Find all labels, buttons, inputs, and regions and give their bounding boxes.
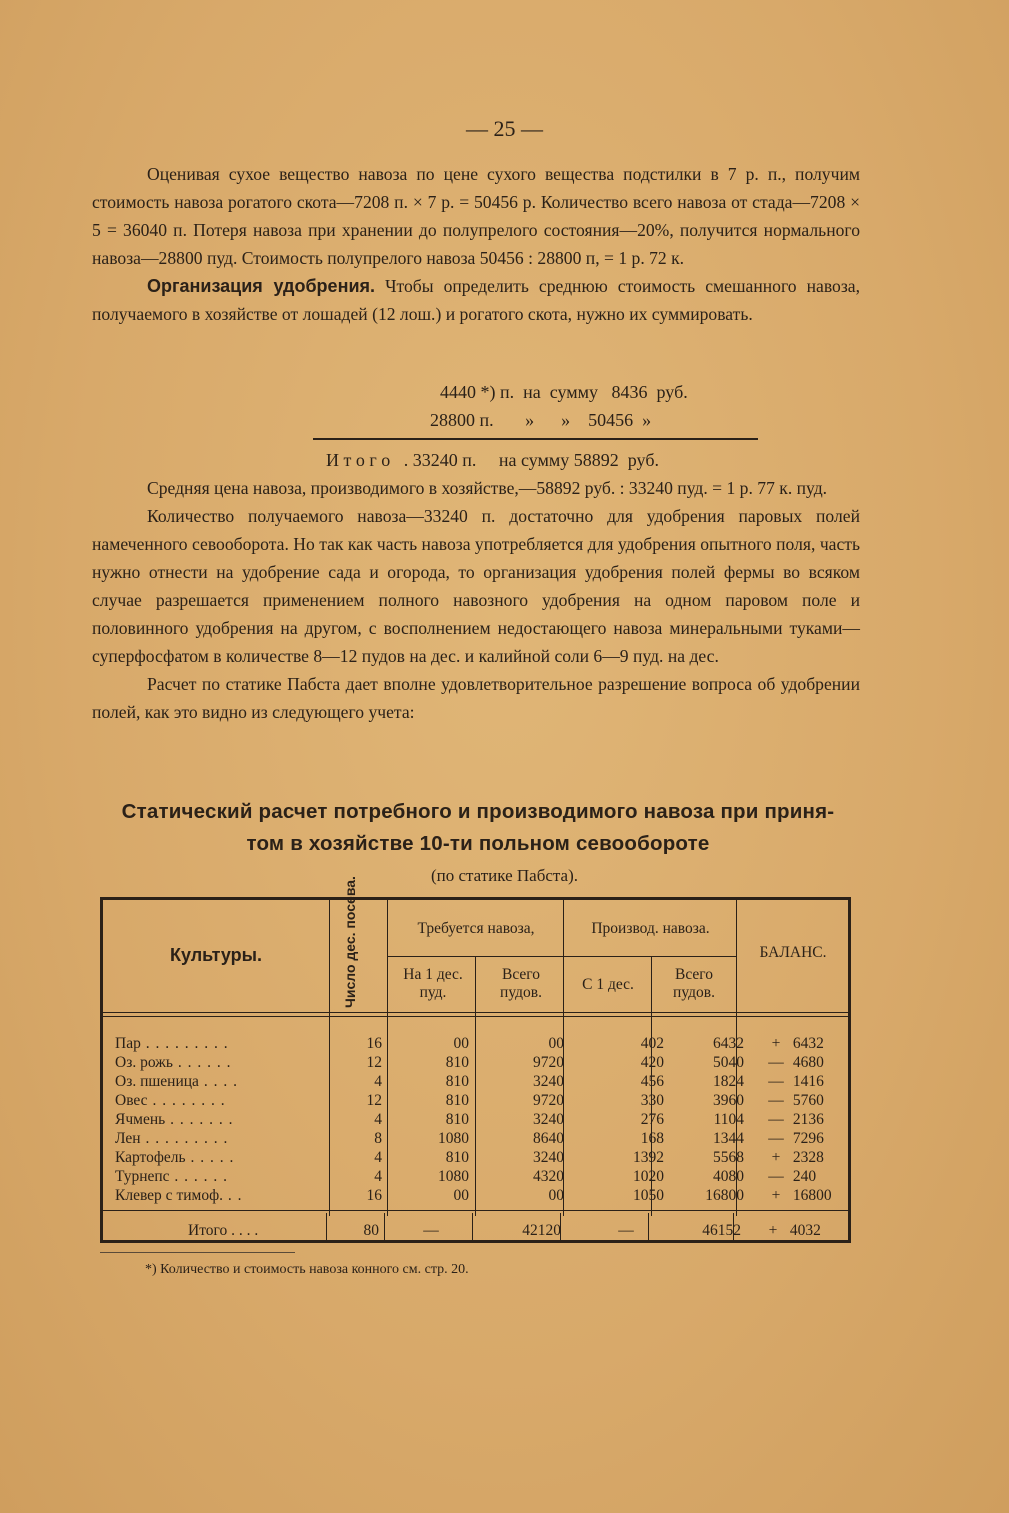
row-required-per: 00 [453,1187,469,1204]
page-number: — 25 — [466,116,543,141]
total-produced-per: — [618,1222,634,1239]
row-balance-value: 240 [792,1168,817,1185]
row-balance [763,1129,843,1148]
row-balance-value: 2136 [792,1111,824,1128]
row-required-total: 00 [548,1035,564,1052]
header-culture: Культуры. [169,945,263,965]
row-culture: Пар . . . . . . . . . [115,1035,229,1052]
paragraph-organization [92,272,860,328]
paragraph-average-price: Средняя цена навоза, производимого в хозяйстве,—58892 руб. : 33240 пуд. = 1 р. 77 к. пуд. [147,478,828,498]
total-required-per: — [423,1222,439,1239]
header-area: Число дес. посева. [342,876,358,1008]
paragraph-sufficiency: Количество получаемого навоза—33240 п. достаточно для удобрения паровых полей намеченного севооборота. Но так как часть навоза употребляется для удобрения опытного поля, часть нужно отнести на удобрение сада и огорода, то организация удобрения полей фермы во всяком случае разрешается применением полного навозного удобрения на одном паровом поле и половинного удобрения на другом, с восполнением недостающего навоза минеральными туками—суперфосфатом в количестве 8—12 пудов на дес. и калийной соли 6—9 пуд. на дес. [92,506,860,666]
row-produced-per: 276 [640,1111,664,1128]
table-row [103,1167,854,1186]
row-area: 12 [366,1054,382,1071]
row-balance-value: 4680 [792,1054,824,1071]
paragraph-manure-cost: Оценивая сухое вещество навоза по цене сухого вещества подстилки в 7 р. п., получим стоимость навоза рогатого скота—7208 п. × 7 р. = 50456 р. Количество всего навоза от стада—7208 × 5 = 36040 п. Потеря навоза при хранении до полупрелого состояния—20%, получится нормального навоза—28800 пуд. Стоимость полупрелого навоза 50456 : 28800 п, = 1 р. 72 к. [92,164,860,268]
row-balance-sign: — [768,1092,784,1109]
table-heading-line2: том в хозяйстве 10-ти польном севообороте [246,832,710,855]
total-label: Итого . . . . [188,1222,259,1239]
row-produced-per: 1392 [633,1149,664,1166]
row-required-per: 810 [445,1111,469,1128]
table-heading [92,796,864,860]
row-culture: Турнепс . . . . . . [115,1168,229,1185]
row-required-per: 810 [445,1149,469,1166]
row-produced-total: 5568 [713,1149,744,1166]
row-area: 12 [366,1092,382,1109]
row-required-per: 810 [445,1054,469,1071]
row-produced-total: 3960 [713,1092,744,1109]
row-produced-per: 168 [640,1130,664,1147]
total-area: 80 [363,1222,379,1239]
row-produced-total: 1344 [713,1130,744,1147]
row-balance-sign: — [768,1111,784,1128]
header-produced-per-des: С 1 дес. [582,976,634,993]
row-produced-per: 330 [640,1092,664,1109]
footnote-rule [100,1252,295,1253]
row-balance-value: 5760 [792,1092,824,1109]
table-row [103,1186,854,1205]
row-balance [763,1091,843,1110]
row-balance-sign: + [771,1035,781,1052]
row-required-total: 8640 [533,1130,564,1147]
row-produced-per: 1020 [633,1168,664,1185]
manure-balance-table [100,876,851,1243]
header-produced-total: Всего пудов. [673,966,715,1001]
row-area: 4 [374,1149,382,1166]
row-required-per: 810 [445,1073,469,1090]
table-row [103,1110,854,1129]
row-produced-total: 4080 [713,1168,744,1185]
table-row [103,1053,854,1072]
paragraph-organization-text: Чтобы определить среднюю стоимость смешанного навоза, получаемого в хозяйстве от лошадей (12 лош.) и рогатого скота, нужно их суммировать. [92,276,860,324]
row-culture: Лен . . . . . . . . . [115,1130,229,1147]
row-balance-sign: — [768,1168,784,1185]
table-row [103,1148,854,1167]
table-heading-line1: Статический расчет потребного и производимого навоза при приня- [121,800,835,823]
row-balance-sign: — [768,1130,784,1147]
row-area: 16 [366,1035,382,1052]
row-required-total: 9720 [533,1092,564,1109]
row-balance [763,1053,843,1072]
row-required-total: 00 [548,1187,564,1204]
row-balance-value: 7296 [792,1130,824,1147]
text-block-top [92,160,860,328]
section-title-organization: Организация удобрения. [147,276,376,296]
header-required-total: Всего пудов. [500,966,542,1001]
row-produced-per: 420 [640,1054,664,1071]
table-row [103,1034,854,1053]
row-area: 4 [374,1073,382,1090]
table-total-row [100,1218,851,1244]
row-balance [763,1186,843,1205]
row-balance-sign: — [768,1073,784,1090]
row-culture: Ячмень . . . . . . . [115,1111,234,1128]
sum-row-total: И т о г о . 33240 п. на сумму 58892 руб. [326,450,659,470]
header-required-per-des: На 1 дес. пуд. [403,966,463,1001]
footnote: *) Количество и стоимость навоза конного см. стр. 20. [145,1262,469,1277]
header-required: Требуется навоза, [417,920,535,937]
row-balance-sign: + [771,1149,781,1166]
header-produced: Производ. навоза. [591,920,710,937]
row-area: 4 [374,1168,382,1185]
row-culture: Оз. рожь . . . . . . [115,1054,232,1071]
row-area: 4 [374,1111,382,1128]
row-balance [763,1034,843,1053]
sum-rule [313,438,758,440]
table-row [103,1091,854,1110]
row-produced-total: 6432 [713,1035,744,1052]
row-culture: Клевер с тимоф. . . [115,1187,243,1204]
row-balance-value: 2328 [792,1149,824,1166]
sum-row-horse: 4440 *) п. на сумму 8436 руб. [440,382,688,402]
row-required-total: 3240 [533,1073,564,1090]
row-area: 16 [366,1187,382,1204]
row-produced-per: 456 [640,1073,664,1090]
row-required-per: 1080 [438,1168,469,1185]
row-required-total: 3240 [533,1149,564,1166]
total-required: 42120 [522,1222,561,1239]
row-culture: Картофель . . . . . [115,1149,235,1166]
row-produced-total: 1824 [713,1073,744,1090]
row-balance-value: 6432 [792,1035,824,1052]
row-balance-value: 16800 [792,1187,832,1204]
table-row [103,1072,854,1091]
table-row [103,1129,854,1148]
row-balance [763,1110,843,1129]
row-balance [763,1072,843,1091]
total-balance-value: 4032 [789,1222,821,1239]
row-balance-value: 1416 [792,1073,824,1090]
row-required-total: 3240 [533,1111,564,1128]
row-produced-total: 1104 [713,1111,744,1128]
total-balance-sign: + [768,1222,778,1239]
row-balance-sign: + [771,1187,781,1204]
row-culture: Оз. пшеница . . . . [115,1073,238,1090]
row-required-per: 00 [453,1035,469,1052]
row-balance [763,1148,843,1167]
row-balance [763,1167,843,1186]
header-balance: БАЛАНС. [759,944,827,961]
row-produced-per: 1050 [633,1187,664,1204]
row-required-per: 1080 [438,1130,469,1147]
row-required-total: 9720 [533,1054,564,1071]
table-subheading: (по статике Пабста). [430,866,579,885]
row-balance-sign: — [768,1054,784,1071]
text-block-middle [92,474,860,726]
row-produced-total: 16800 [705,1187,744,1204]
row-culture: Овес . . . . . . . . [115,1092,226,1109]
total-produced: 46152 [702,1222,741,1239]
total-balance [760,1218,840,1244]
row-produced-total: 5040 [713,1054,744,1071]
sum-row-cattle: 28800 п. » » 50456 » [430,410,652,430]
row-required-per: 810 [445,1092,469,1109]
row-produced-per: 402 [640,1035,664,1052]
paragraph-pabst: Расчет по статике Пабста дает вполне удовлетворительное разрешение вопроса об удобрении полей, как это видно из следующего учета: [92,674,860,722]
row-area: 8 [374,1130,382,1147]
row-required-total: 4320 [533,1168,564,1185]
